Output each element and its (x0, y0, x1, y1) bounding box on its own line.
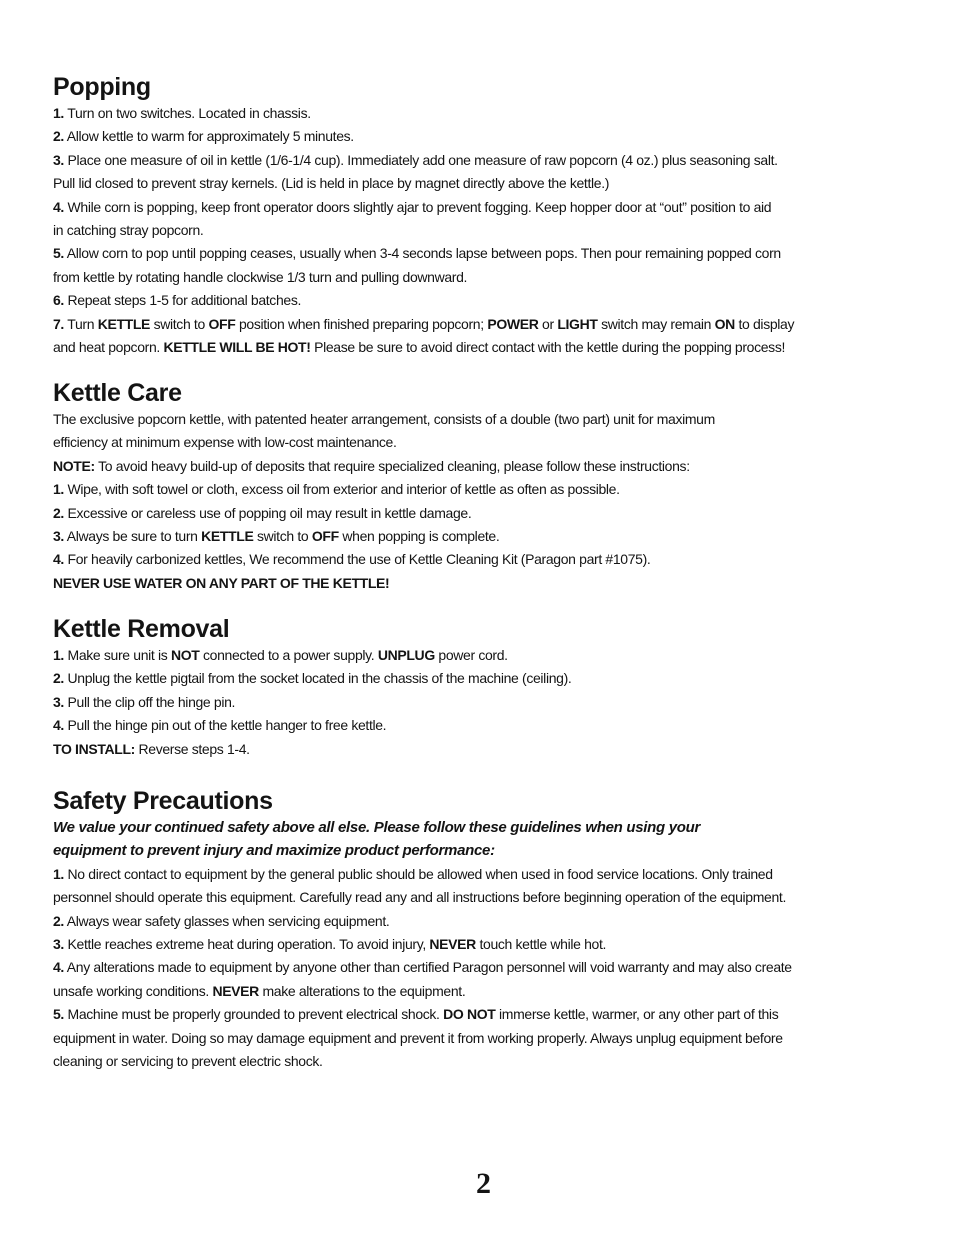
step-text: Kettle reaches extreme heat during operation. To avoid injury, (67, 936, 426, 953)
step-text: when popping is complete. (342, 528, 500, 545)
popping-step-4 (53, 196, 794, 219)
step-number: 3. (53, 528, 64, 545)
popping-step-2 (53, 125, 794, 148)
popping-step-3 (53, 149, 794, 172)
popping-step-1 (53, 102, 794, 125)
kettle-care-intro-cont (53, 431, 715, 454)
step-number: 1. (53, 865, 64, 882)
popping-step-5-cont (53, 266, 794, 289)
step-number: 5. (53, 245, 64, 262)
note-label: NOTE: (53, 457, 95, 474)
step-number: 6. (53, 292, 64, 309)
popping-step-3-cont (53, 172, 794, 195)
off-keyword: OFF (311, 528, 339, 545)
step-number: 1. (53, 647, 64, 663)
step-text: touch kettle while hot. (479, 936, 607, 953)
on-keyword: ON (714, 315, 735, 332)
kettle-keyword: KETTLE (97, 315, 151, 332)
safety-intro: We value your continued safety above all else. Please follow these guidelines when using your (53, 819, 701, 836)
step-number: 5. (53, 1006, 64, 1023)
step-text: switch to (257, 528, 309, 545)
never-keyword: NEVER (429, 936, 476, 953)
step-number: 7. (53, 315, 64, 332)
not-keyword: NOT (170, 647, 200, 663)
popping-step-4-cont (53, 219, 794, 242)
step-text: Place one measure of oil in kettle (1/6-1/4 cup). Immediately add one measure of raw popcorn (4 oz.) plus seasoning salt. (67, 151, 778, 168)
kettle-care-step-3 (53, 525, 715, 548)
kettle-care-section (53, 378, 715, 595)
step-text: Excessive or careless use of popping oil may result in kettle damage. (67, 504, 472, 521)
step-number: 1. (53, 481, 64, 498)
safety-step-2 (53, 910, 792, 933)
step-text: Any alterations made to equipment by anyone other than certified Paragon personnel will void warranty and may also create (66, 959, 792, 976)
kettle-care-step-2 (53, 502, 715, 525)
kettle-care-note (53, 455, 715, 478)
popping-section (53, 72, 794, 359)
power-keyword: POWER (487, 315, 539, 332)
unplug-keyword: UNPLUG (377, 647, 435, 663)
install-label: TO INSTALL: (53, 740, 135, 757)
step-text: switch may remain (601, 315, 712, 332)
note-text: To avoid heavy build-up of deposits that require specialized cleaning, please follow these instructions: (98, 457, 690, 474)
step-text: For heavily carbonized kettles, We recommend the use of Kettle Cleaning Kit (Paragon part #1075). (67, 551, 651, 568)
popping-step-5 (53, 242, 794, 265)
kettle-care-intro (53, 408, 715, 431)
step-number: 4. (53, 959, 64, 976)
step-text: While corn is popping, keep front operator doors slightly ajar to prevent fogging. Keep hopper door at “out” position to aid (67, 198, 772, 215)
step-text: power cord. (438, 647, 508, 663)
kettle-care-warning: NEVER USE WATER ON ANY PART OF THE KETTLE! (53, 574, 390, 591)
never-keyword: NEVER (212, 982, 259, 999)
step-number: 4. (53, 551, 64, 568)
safety-heading: Safety Precautions (53, 787, 273, 815)
hot-warning: KETTLE WILL BE HOT! (163, 339, 311, 356)
step-text: unsafe working conditions. (53, 982, 209, 999)
step-text: Unplug the kettle pigtail from the socket located in the chassis of the machine (ceiling). (67, 670, 572, 687)
step-text: switch to (153, 315, 205, 332)
safety-section (53, 786, 792, 1073)
step-text: immerse kettle, warmer, or any other part of this (499, 1006, 779, 1023)
step-number: 4. (53, 717, 64, 734)
kettle-removal-step-3 (53, 691, 571, 714)
step-number: 2. (53, 912, 64, 929)
safety-intro-cont: equipment to prevent injury and maximize product performance: (53, 842, 495, 860)
safety-step-1-cont (53, 886, 792, 909)
step-text: Pull the clip off the hinge pin. (67, 693, 236, 710)
step-text: Please be sure to avoid direct contact with the kettle during the popping process! (314, 339, 786, 356)
page-number: 2 (476, 1167, 491, 1200)
step-text: and heat popcorn. (53, 339, 160, 356)
safety-step-4 (53, 956, 792, 979)
step-text: No direct contact to equipment by the general public should be allowed when used in food service locations. Only trained (67, 865, 773, 882)
step-text: personnel should operate this equipment. Carefully read any and all instructions before beginning operation of the equipment. (53, 889, 786, 906)
step-text: Machine must be properly grounded to prevent electrical shock. (67, 1006, 440, 1023)
popping-heading: Popping (53, 73, 151, 101)
step-text: cleaning or servicing to prevent electric shock. (53, 1053, 323, 1070)
step-text: Repeat steps 1-5 for additional batches. (67, 292, 302, 309)
step-text: Make sure unit is (67, 647, 168, 663)
step-text: Allow kettle to warm for approximately 5 minutes. (66, 128, 354, 145)
kettle-removal-heading: Kettle Removal (53, 615, 230, 643)
step-text: Turn (67, 315, 95, 332)
kettle-removal-section (53, 614, 571, 761)
step-number: 3. (53, 151, 64, 168)
step-text: position when finished preparing popcorn; (238, 315, 484, 332)
step-text: Turn on two switches. Located in chassis. (67, 105, 311, 121)
popping-step-7-cont (53, 336, 794, 359)
step-number: 2. (53, 670, 64, 687)
step-number: 2. (53, 504, 64, 521)
kettle-care-step-1 (53, 478, 715, 501)
safety-step-4-cont (53, 980, 792, 1003)
kettle-keyword: KETTLE (201, 528, 254, 545)
kettle-care-heading: Kettle Care (53, 379, 182, 407)
safety-step-5-cont (53, 1027, 792, 1050)
install-text: Reverse steps 1-4. (138, 740, 250, 757)
step-text: connected to a power supply. (203, 647, 375, 663)
kettle-removal-step-1 (53, 644, 571, 667)
step-text: or (542, 315, 554, 332)
step-text: Always wear safety glasses when servicing equipment. (66, 912, 390, 929)
step-text: Pull the hinge pin out of the kettle hanger to free kettle. (67, 717, 387, 734)
step-number: 3. (53, 693, 64, 710)
light-keyword: LIGHT (557, 315, 598, 332)
step-text: to display (738, 315, 795, 332)
step-number: 4. (53, 198, 64, 215)
step-text: Pull lid closed to prevent stray kernels. (Lid is held in place by magnet directly above the kettle.) (53, 175, 610, 192)
kettle-removal-install (53, 738, 571, 761)
step-number: 2. (53, 128, 64, 145)
step-text: make alterations to the equipment. (262, 982, 466, 999)
step-text: from kettle by rotating handle clockwise 1/3 turn and pulling downward. (53, 268, 468, 285)
popping-step-6 (53, 289, 794, 312)
step-text: Allow corn to pop until popping ceases, usually when 3-4 seconds lapse between pops. Then pour remaining popped corn (66, 245, 781, 262)
intro-text: efficiency at minimum expense with low-cost maintenance. (53, 434, 397, 451)
step-text: equipment in water. Doing so may damage equipment and prevent it from working properly. Always unplug equipment before (53, 1029, 783, 1046)
safety-step-5 (53, 1003, 792, 1026)
safety-step-3 (53, 933, 792, 956)
step-number: 3. (53, 936, 64, 953)
popping-step-7 (53, 313, 794, 336)
step-text: Always be sure to turn (66, 528, 198, 545)
do-not-keyword: DO NOT (443, 1006, 496, 1023)
safety-step-1 (53, 863, 792, 886)
kettle-care-step-4 (53, 548, 715, 571)
off-keyword: OFF (208, 315, 236, 332)
kettle-removal-step-2 (53, 667, 571, 690)
step-number: 1. (53, 105, 64, 121)
intro-text: The exclusive popcorn kettle, with patented heater arrangement, consists of a double (two part) unit for maximum (53, 411, 715, 427)
safety-step-5-cont-2 (53, 1050, 792, 1073)
step-text: in catching stray popcorn. (53, 222, 204, 239)
step-text: Wipe, with soft towel or cloth, excess oil from exterior and interior of kettle as often as possible. (67, 481, 620, 498)
kettle-removal-step-4 (53, 714, 571, 737)
